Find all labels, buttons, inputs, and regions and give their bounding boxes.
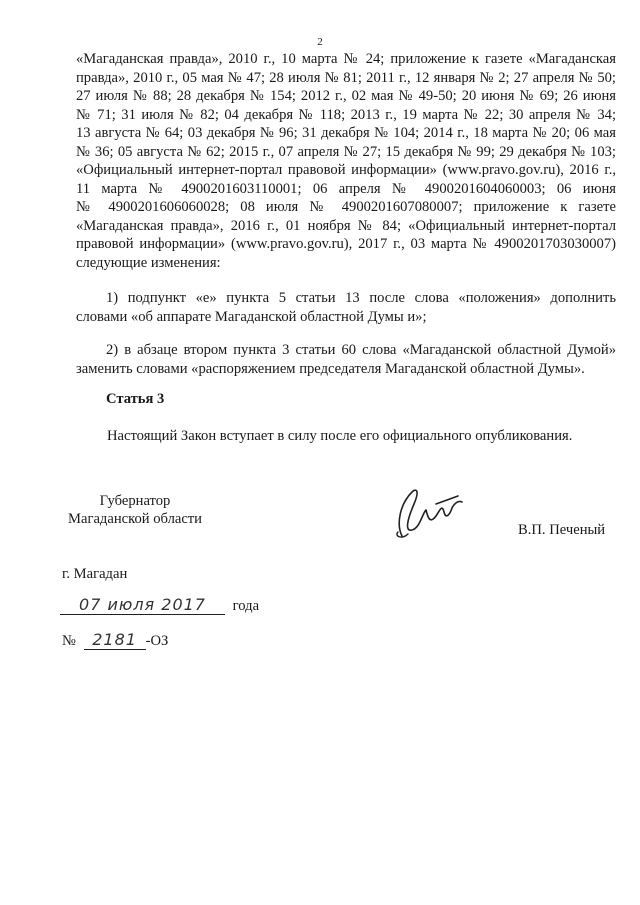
amendment-item-2 (76, 341, 616, 378)
handwritten-date: 07 июля 2017 (60, 595, 225, 615)
number-sign: № (62, 633, 76, 649)
amendment-item-1 (76, 289, 616, 326)
governor-title-line-2: Магаданской области (68, 511, 202, 527)
intro-line: «Магаданская правда», 2010 г., 10 марта № 24; приложение к газете «Магаданская (76, 51, 616, 67)
handwritten-signature (392, 474, 472, 544)
amendment-line: заменить словами «распоряжением председателя Магаданской областной Думы». (76, 360, 585, 377)
intro-line: 13 августа № 64; 03 декабря № 96; 31 декабря № 104; 2014 г., 18 марта № 20; 06 мая (76, 125, 616, 141)
amendment-line: 2) в абзаце втором пункта 3 статьи 60 слова «Магаданской областной Думой» (106, 342, 616, 358)
intro-line: № 71; 31 июля № 82; 04 декабря № 118; 2013 г., 19 марта № 22; 30 апреля № 34; (76, 106, 616, 123)
intro-line: правовой информации» (www.pravo.gov.ru), 2017 г., 03 марта № 4900201703030007) (76, 236, 616, 252)
governor-name: В.П. Печеный (518, 522, 606, 538)
handwritten-law-number: 2181 (84, 630, 146, 650)
law-number (62, 630, 168, 650)
amendment-line: словами «об аппарате Магаданской областной Думы и»; (76, 308, 427, 325)
amendment-line: 1) подпункт «е» пункта 5 статьи 13 после слова «положения» дополнить (106, 290, 616, 306)
article-3-heading: Статья 3 (106, 391, 165, 407)
intro-line: № 36; 05 августа № 62; 2015 г., 07 апреля № 27; 15 декабря № 99; 29 декабря № 103; (76, 143, 616, 160)
intro-paragraph (76, 50, 616, 272)
intro-line: № 4900201606060028; 08 июля № 4900201607080007; приложение к газете (76, 199, 616, 215)
intro-line: правда», 2010 г., 05 мая № 47; 28 июля № 81; 2011 г., 12 января № 2; 27 апреля № 50; (76, 69, 616, 86)
intro-line: «Магаданская правда», 2016 г., 01 ноября № 84; «Официальный интернет-портал (76, 217, 616, 234)
page-number: 2 (317, 36, 323, 48)
intro-line: 27 июля № 88; 28 декабря № 154; 2012 г., 02 мая № 49-50; 20 июня № 69; 26 июня (76, 88, 616, 104)
city: г. Магадан (62, 566, 128, 582)
intro-line: 11 марта № 4900201603110001; 06 апреля № 4900201604060003; 06 июня (76, 180, 616, 197)
article-3-text: Настоящий Закон вступает в силу после его официального опубликования. (107, 428, 573, 444)
governor-title (68, 492, 202, 528)
intro-line: следующие изменения: (76, 254, 221, 271)
signing-date (60, 595, 259, 615)
date-suffix: года (232, 598, 260, 614)
intro-line: «Официальный интернет-портал правовой информации» (www.pravo.gov.ru), 2016 г., (76, 162, 616, 178)
governor-title-line-1: Губернатор (99, 493, 171, 509)
law-number-suffix: -ОЗ (145, 633, 169, 649)
